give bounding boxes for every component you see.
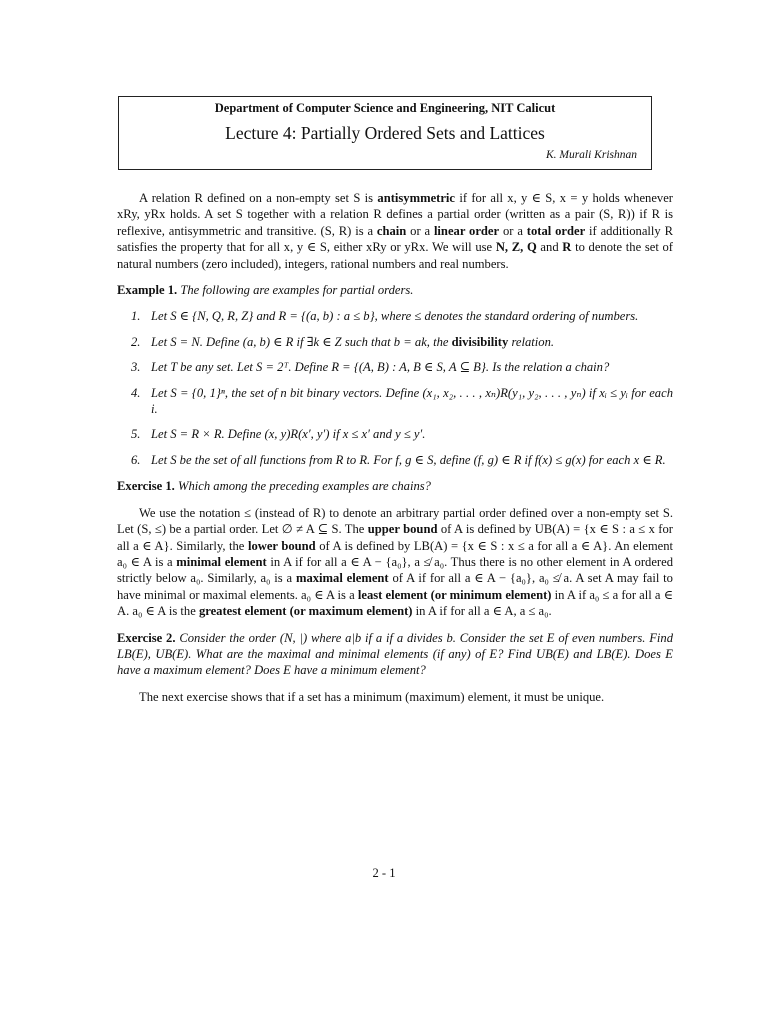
- closing-paragraph: The next exercise shows that if a set has a minimum (maximum) element, it must be unique.: [139, 689, 605, 704]
- exercise-1-text: Which among the preceding examples are chains?: [174, 479, 431, 494]
- item-number: 5.: [131, 427, 141, 442]
- item-number: 1.: [131, 309, 141, 324]
- item-text: Let S ∈ {N, Q, R, Z} and R = {(a, b) : a ≤ b}, where ≤ denotes the standard ordering of numbers.: [151, 309, 639, 324]
- term-divisibility: divisibility: [451, 334, 509, 349]
- bounds-text: in A if for all a ∈ A, a ≤ a₀.: [412, 604, 552, 619]
- item-text: Let S be the set of all functions from R to R. For f, g ∈ S, define (f, g) ∈ R if f(x) ≤ g(x) for each x ∈ R.: [151, 452, 666, 467]
- term-upper-bound: upper bound: [367, 522, 438, 537]
- example-1-heading: [117, 282, 673, 298]
- exercise-2-label: Exercise 2.: [117, 630, 176, 645]
- lecture-title: Lecture 4: Partially Ordered Sets and Lattices: [225, 123, 545, 143]
- exercise-1: [117, 478, 673, 494]
- term-antisymmetric: antisymmetric: [377, 191, 456, 205]
- intro-text: and: [536, 240, 563, 255]
- bounds-text: in A if for all a ∈ A − {a₀}, a ≰ a₀. Thus there is no other element in A ordered strictly below a₀. Similarly, a₀ is a: [117, 554, 673, 586]
- author-name: K. Murali Krishnan: [545, 149, 637, 161]
- example-1-label: Example 1.: [117, 283, 178, 298]
- exercise-2: [117, 630, 673, 679]
- exercise-2-text: Consider the order (N, |) where a|b if a if a divides b. Consider the set E of even numbers. Find LB(E), UB(E). What are the maximal and minimal elements (if any) of E? Find UB(E) and LB(E). Does E have a maximum element? Does E have a minimum element?: [117, 630, 673, 678]
- item-number: 6.: [131, 452, 141, 467]
- intro-text: or a: [406, 223, 434, 238]
- term-total-order: total order: [526, 223, 586, 238]
- bounds-text: in A if a₀ ≤ a for all a ∈ A. a₀ ∈ A is the: [117, 587, 674, 619]
- item-number: 4.: [131, 385, 141, 400]
- list-item: [117, 426, 673, 442]
- list-item: [117, 308, 673, 324]
- list-item: [117, 334, 673, 350]
- example-1-intro: The following are examples for partial orders.: [177, 283, 414, 298]
- term-lower-bound: lower bound: [247, 538, 316, 553]
- item-text: Let S = R × R. Define (x, y)R(x′, y′) if x ≤ x′ and y ≤ y′.: [151, 427, 426, 442]
- bounds-text: of A is defined by UB(A) = {x ∈ S : a ≤ x for all a ∈ A}. Similarly, the: [117, 522, 673, 553]
- bounds-text: of A if for all a ∈ A − {a₀}, a₀ ≰ a. A set A may fail to have minimal or maximal elements. a₀ ∈ A is a: [117, 571, 673, 602]
- bounds-text: of A is defined by LB(A) = {x ∈ S : x ≤ a for all a ∈ A}. An element a₀ ∈ A is a: [117, 538, 673, 569]
- intro-text: or a: [499, 223, 527, 238]
- item-text: Let T be any set. Let S = 2ᵀ. Define R = {(A, B) : A, B ∈ S, A ⊆ B}. Is the relation a chain?: [151, 360, 610, 375]
- term-maximal-element: maximal element: [295, 571, 389, 586]
- department-name: Department of Computer Science and Engineering, NIT Calicut: [214, 101, 556, 115]
- intro-paragraph: [117, 190, 673, 272]
- term-greatest-element: greatest element (or maximum element): [198, 604, 413, 619]
- intro-text: if for all x, y ∈ S, x = y holds whenever xRy, yRx holds. A set S together with a relation R defines a partial order (written as a pair (S, R)) if R is reflexive, antisymmetric and transitive. (S, R) is a: [117, 191, 674, 238]
- list-item: [117, 452, 673, 468]
- intro-text: A relation R defined on a non-empty set S is: [139, 191, 378, 205]
- item-text: Let S = N. Define (a, b) ∈ R if ∃k ∈ Z such that b = ak, the: [151, 334, 452, 349]
- bounds-paragraph: [117, 505, 673, 620]
- list-item: [117, 359, 673, 375]
- intro-text: if additionally R satisfies the property that for all x, y ∈ S, either xRy or yRx. We will use: [117, 223, 673, 255]
- term-linear-order: linear order: [433, 223, 500, 238]
- item-text: Let S = {0, 1}ⁿ, the set of n bit binary vectors. Define (x₁, x₂, . . . , xₙ)R(y₁, y₂, . . . , yₙ) if xᵢ ≤ yᵢ for each i.: [151, 385, 673, 417]
- term-minimal-element: minimal element: [176, 554, 267, 569]
- document-body: [117, 190, 673, 715]
- term-reals: R: [562, 240, 572, 255]
- term-chain: chain: [376, 223, 407, 238]
- example-list: [117, 308, 673, 468]
- item-text: relation.: [508, 334, 555, 349]
- term-number-sets: N, Z, Q: [495, 240, 537, 255]
- page-number: 2 - 1: [372, 866, 396, 880]
- bounds-text: We use the notation ≤ (instead of R) to denote an arbitrary partial order defined over a non-empty set S. Let (S, ≤) be a partial order. Let ∅ ≠ A ⊆ S. The: [117, 505, 673, 537]
- item-number: 2.: [131, 334, 141, 349]
- lecture-header-box: [118, 96, 652, 170]
- item-number: 3.: [131, 360, 141, 375]
- intro-text: to denote the set of natural numbers (zero included), integers, rational numbers and real numbers.: [117, 240, 673, 271]
- list-item: [117, 385, 673, 418]
- exercise-1-label: Exercise 1.: [117, 479, 175, 494]
- term-least-element: least element (or minimum element): [357, 587, 552, 602]
